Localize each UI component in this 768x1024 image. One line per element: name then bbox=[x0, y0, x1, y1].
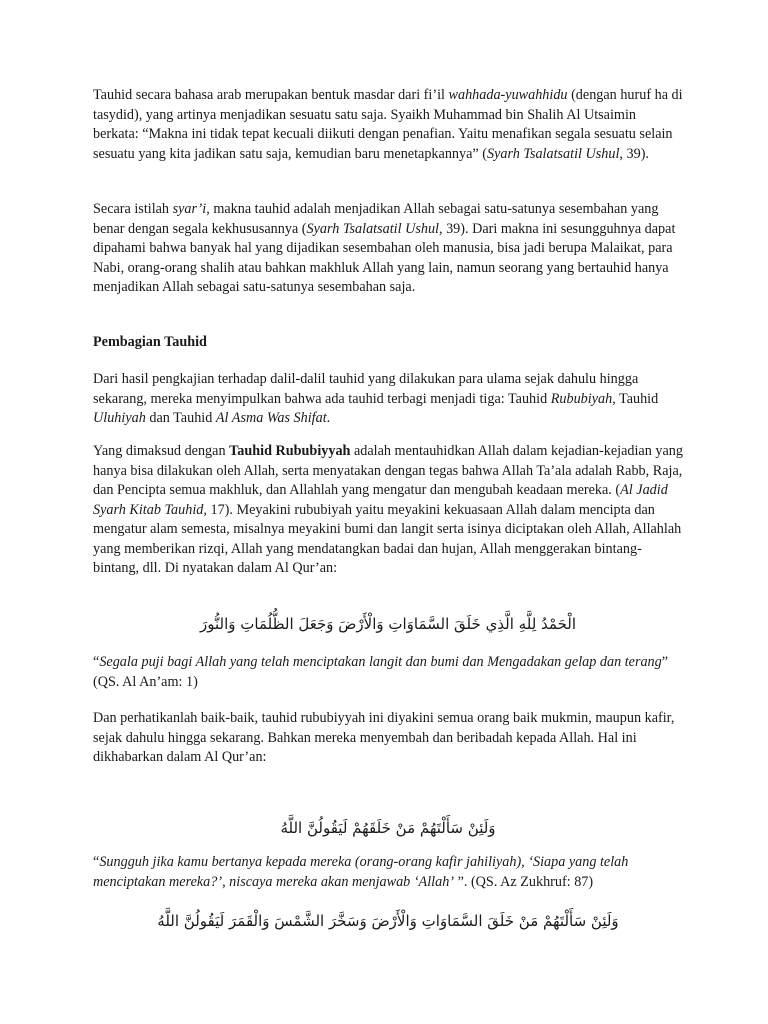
translation-az-zukhruf bbox=[93, 853, 683, 892]
italic-term: Rububiyah bbox=[550, 390, 613, 407]
text-run: adalah mentauhidkan Allah dalam kejadian-kejadian yang hanya bisa dilakukan oleh Allah, serta menyatakan dengan tegas bahwa Allah Ta’ala adalah Rabb, Raja, dan Pencipta semua makhluk, dan Allahlah yang mengatur dan mengubah keadaan mereka. ( bbox=[93, 443, 683, 498]
text-run: , 39). bbox=[619, 145, 649, 162]
text-run: Dari hasil pengkajian terhadap dalil-dalil tauhid yang dilakukan para ulama sejak dahulu hingga sekarang, mereka menyimpulkan bahwa ada tauhid terbagi menjadi tiga: Tauhid bbox=[93, 371, 639, 407]
arabic-verse-al-anam: الْحَمْدُ لِلَّهِ الَّذِي خَلَقَ السَّمَاوَاتِ وَالْأَرْضَ وَجَعَلَ الظُّلُمَاتِ وَالنُّورَ bbox=[199, 615, 576, 633]
italic-term: Al Asma Was Shifat bbox=[215, 410, 327, 426]
italic-term: Uluhiyah bbox=[93, 410, 146, 426]
text-run: “ bbox=[93, 654, 100, 670]
paragraph-rububiyyah-diyakini: Dan perhatikanlah baik-baik, tauhid rububiyyah ini diyakini semua orang baik mukmin, maupun kafir, sejak dahulu hingga sekarang. Bahkan mereka menyembah dan beribadah kepada Allah. Hal ini dikhabarkan dalam Al Qur’an: bbox=[93, 710, 675, 765]
text-run: , 39). Dari makna ini sesungguhnya dapat dipahami bahwa banyak hal yang dijadikan sesembahan oleh manusia, bisa jadi berupa Malaikat, para Nabi, orang-orang shalih atau bahkan makhluk Allah yang lain, namun seorang yang bertauhid hanya menjadikan Allah sebagai satu-satunya sesembahan saja. bbox=[93, 220, 676, 295]
section-heading: Pembagian Tauhid bbox=[93, 334, 207, 350]
paragraph-tauhid-bahasa bbox=[93, 86, 683, 164]
text-run: , makna tauhid adalah menjadikan Allah sebagai satu-satunya sesembahan yang benar dengan segala kekhususannya ( bbox=[93, 201, 659, 237]
text-run: ”. (QS. Az Zukhruf: 87) bbox=[454, 873, 594, 890]
italic-term: syar’i bbox=[172, 201, 207, 217]
italic-translation: Sungguh jika kamu bertanya kepada mereka (orang-orang kafir jahiliyah), ‘Siapa yang telah menciptakan mereka?’, niscaya mereka akan menjawab ‘Allah’ bbox=[93, 854, 629, 890]
text-run: Secara istilah bbox=[93, 201, 173, 217]
italic-citation: Syarh Tsalatsatil Ushul bbox=[306, 220, 439, 237]
arabic-verse-az-zukhruf: وَلَئِنْ سَأَلْتَهُمْ مَنْ خَلَقَهُمْ لَيَقُولُنَّ اللَّهُ bbox=[280, 819, 496, 837]
text-run: 17). Meyakini rububiyah yaitu meyakini kekuasaan Allah dalam mencipta dan mengatur alam semesta, misalnya meyakini bumi dan langit serta isinya diciptakan oleh Allah, Allahlah yang memberikan rizqi, Allah yang mendatangkan badai dan hujan, Allah menggerakan bintang-bintang, dll. Di nyatakan dalam Al Qur’an: bbox=[93, 501, 682, 576]
italic-citation: Syarh Tsalatsatil Ushul bbox=[486, 145, 620, 162]
text-run: Yang dimaksud dengan bbox=[93, 443, 230, 459]
paragraph-rububiyyah bbox=[93, 442, 683, 579]
italic-citation: Al Jadid Syarh Kitab Tauhid, bbox=[93, 482, 668, 518]
bold-term: Tauhid Rububiyyah bbox=[229, 443, 351, 459]
translation-al-anam bbox=[93, 653, 683, 692]
text-run: ” (QS. Al An’am: 1) bbox=[93, 654, 669, 690]
italic-translation: Segala puji bagi Allah yang telah menciptakan langit dan bumi dan Mengadakan gelap dan terang bbox=[99, 654, 662, 670]
text-run: . bbox=[326, 410, 331, 426]
text-run: “ bbox=[93, 854, 100, 870]
italic-term: wahhada-yuwahhidu bbox=[448, 87, 568, 103]
text-run: (dengan huruf ha di tasydid), yang artinya menjadikan sesuatu satu saja. Syaikh Muhammad bin Shalih Al Utsaimin berkata: “Makna ini tidak tepat kecuali diikuti dengan penafian. Yaitu menafikan segala sesuatu selain sesuatu yang kita jadikan satu saja, kemudian baru menetapkannya” ( bbox=[93, 87, 683, 162]
arabic-verse-langit-bumi: وَلَئِنْ سَأَلْتَهُمْ مَنْ خَلَقَ السَّمَاوَاتِ وَالْأَرْضَ وَسَخَّرَ الشَّمْسَ وَالْقَمَرَ لَيَقُولُنَّ اللَّهُ bbox=[157, 912, 619, 930]
text-run: dan Tauhid bbox=[145, 410, 216, 426]
paragraph-tauhid-istilah bbox=[93, 200, 683, 298]
paragraph-pembagian bbox=[93, 370, 683, 429]
text-run: , Tauhid bbox=[612, 390, 659, 407]
text-run: Tauhid secara bahasa arab merupakan bentuk masdar dari fi’il bbox=[93, 87, 449, 103]
